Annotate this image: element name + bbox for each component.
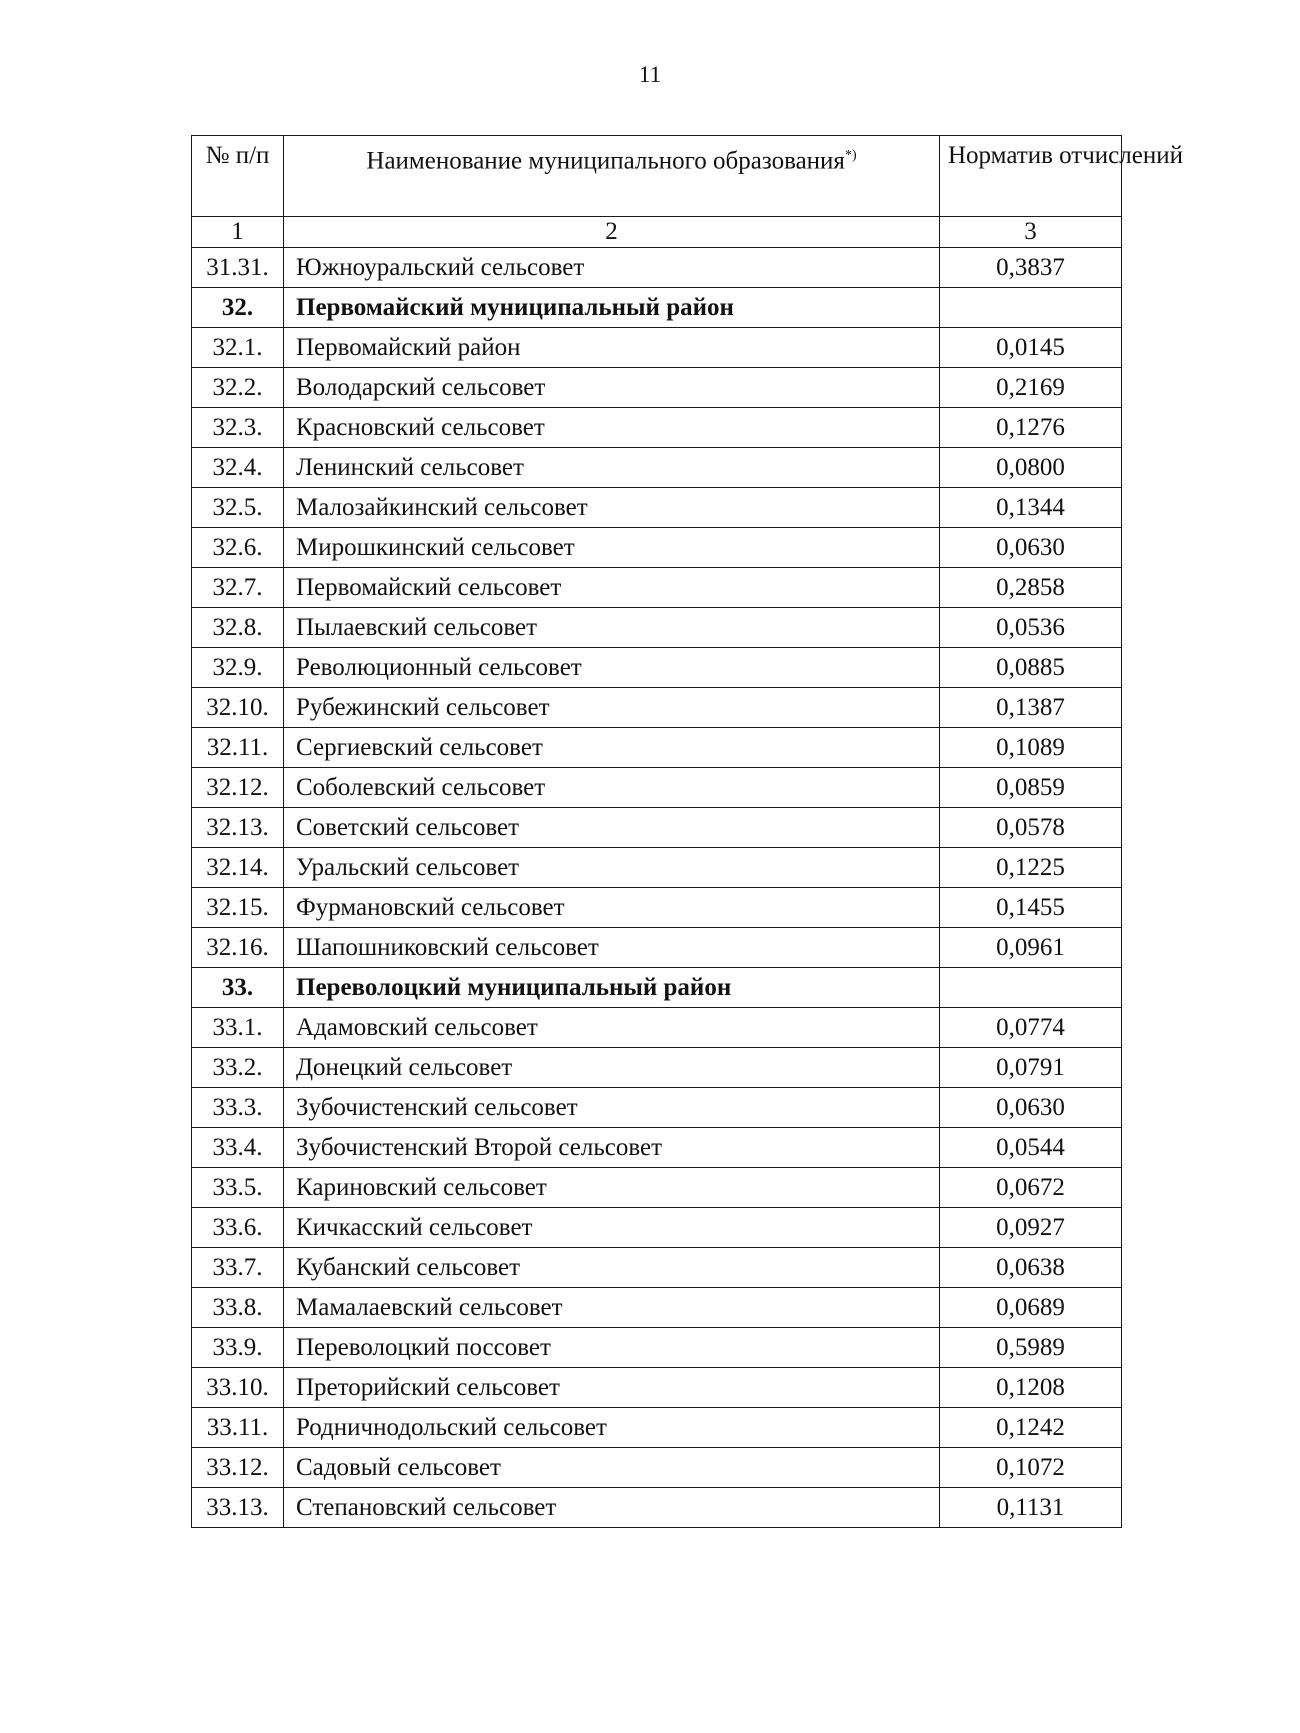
row-name: Южноуральский сельсовет: [284, 248, 940, 288]
row-name: Мамалаевский сельсовет: [284, 1288, 940, 1328]
row-name: Кичкасский сельсовет: [284, 1208, 940, 1248]
row-value: 0,1225: [940, 848, 1122, 888]
row-number: 32.11.: [192, 728, 284, 768]
row-name: Шапошниковский сельсовет: [284, 928, 940, 968]
table-row: [192, 1288, 1122, 1328]
row-value: 0,0859: [940, 768, 1122, 808]
row-number: 32.2.: [192, 368, 284, 408]
row-value: 0,0536: [940, 608, 1122, 648]
row-value: 0,0544: [940, 1128, 1122, 1168]
table-body: [192, 136, 1183, 1528]
row-name: Соболевский сельсовет: [284, 768, 940, 808]
row-number: 32.8.: [192, 608, 284, 648]
row-name: Переволоцкий поссовет: [284, 1328, 940, 1368]
table-row: [192, 1448, 1122, 1488]
table-row: [192, 248, 1122, 288]
row-value: 0,1131: [940, 1488, 1122, 1528]
row-name: Первомайский сельсовет: [284, 568, 940, 608]
column-number-2: 2: [284, 217, 940, 248]
table-row: [192, 688, 1122, 728]
table-row: [192, 608, 1122, 648]
row-number: 32.12.: [192, 768, 284, 808]
table-row: [192, 1368, 1122, 1408]
row-number: 33.7.: [192, 1248, 284, 1288]
row-name: Сергиевский сельсовет: [284, 728, 940, 768]
table-row: [192, 928, 1122, 968]
row-name: Первомайский муниципальный район: [284, 288, 940, 328]
row-name: Переволоцкий муниципальный район: [284, 968, 940, 1008]
row-name: Пылаевский сельсовет: [284, 608, 940, 648]
header-value-label: Норматив отчислений: [948, 142, 1183, 169]
table-row: [192, 728, 1122, 768]
header-value: [940, 136, 1183, 217]
row-value: 0,0578: [940, 808, 1122, 848]
column-number-3: 3: [940, 217, 1122, 248]
table-row: [192, 328, 1122, 368]
row-name: Рубежинский сельсовет: [284, 688, 940, 728]
row-value: 0,1344: [940, 488, 1122, 528]
table-row: [192, 648, 1122, 688]
header-name: [284, 136, 940, 217]
row-value: 0,2169: [940, 368, 1122, 408]
row-value: 0,1276: [940, 408, 1122, 448]
district-row: [192, 288, 1122, 328]
row-value: 0,0638: [940, 1248, 1122, 1288]
row-value: 0,1242: [940, 1408, 1122, 1448]
table-row: [192, 448, 1122, 488]
row-name: Зубочистенский сельсовет: [284, 1088, 940, 1128]
column-number-row: [192, 217, 1122, 248]
row-value: 0,1089: [940, 728, 1122, 768]
allocation-table: [191, 135, 1183, 1528]
row-number: 32.16.: [192, 928, 284, 968]
table-row: [192, 1408, 1122, 1448]
row-number: 33.5.: [192, 1168, 284, 1208]
table-row: [192, 528, 1122, 568]
row-value: 0,0927: [940, 1208, 1122, 1248]
row-value: 0,2858: [940, 568, 1122, 608]
table-row: [192, 488, 1122, 528]
row-value: 0,0791: [940, 1048, 1122, 1088]
row-value: 0,0145: [940, 328, 1122, 368]
row-value: 0,0800: [940, 448, 1122, 488]
row-number: 32.6.: [192, 528, 284, 568]
header-number-label: № п/п: [205, 142, 270, 169]
row-number: 32.5.: [192, 488, 284, 528]
table-row: [192, 888, 1122, 928]
table-row: [192, 848, 1122, 888]
row-number: 33.1.: [192, 1008, 284, 1048]
row-value: 0,0689: [940, 1288, 1122, 1328]
row-number: 32.1.: [192, 328, 284, 368]
row-name: Мирошкинский сельсовет: [284, 528, 940, 568]
row-value: 0,1387: [940, 688, 1122, 728]
row-number: 32.14.: [192, 848, 284, 888]
row-number: 32.13.: [192, 808, 284, 848]
row-name: Уральский сельсовет: [284, 848, 940, 888]
row-name: Фурмановский сельсовет: [284, 888, 940, 928]
row-number: 33.8.: [192, 1288, 284, 1328]
row-number: 33.9.: [192, 1328, 284, 1368]
page-number: 11: [638, 62, 662, 87]
row-name: Советский сельсовет: [284, 808, 940, 848]
row-value: 0,5989: [940, 1328, 1122, 1368]
row-number: 33.: [192, 968, 284, 1008]
row-value: [940, 288, 1122, 328]
table-row: [192, 1208, 1122, 1248]
row-name: Малозайкинский сельсовет: [284, 488, 940, 528]
row-name: Кариновский сельсовет: [284, 1168, 940, 1208]
row-value: 0,0961: [940, 928, 1122, 968]
table-row: [192, 1168, 1122, 1208]
row-number: 32.9.: [192, 648, 284, 688]
row-name: Красновский сельсовет: [284, 408, 940, 448]
header-number: [192, 136, 284, 217]
row-value: 0,0774: [940, 1008, 1122, 1048]
row-number: 32.10.: [192, 688, 284, 728]
header-name-label: Наименование муниципального образования: [366, 147, 845, 175]
row-number: 33.11.: [192, 1408, 284, 1448]
row-number: 33.12.: [192, 1448, 284, 1488]
table-row: [192, 1008, 1122, 1048]
row-value: [940, 968, 1122, 1008]
column-number-1: 1: [192, 217, 284, 248]
row-name: Кубанский сельсовет: [284, 1248, 940, 1288]
row-number: 33.4.: [192, 1128, 284, 1168]
row-value: 0,3837: [940, 248, 1122, 288]
row-number: 33.10.: [192, 1368, 284, 1408]
row-name: Степановский сельсовет: [284, 1488, 940, 1528]
row-name: Донецкий сельсовет: [284, 1048, 940, 1088]
table-row: [192, 808, 1122, 848]
row-name: Первомайский район: [284, 328, 940, 368]
table-row: [192, 768, 1122, 808]
row-name: Володарский сельсовет: [284, 368, 940, 408]
row-number: 33.6.: [192, 1208, 284, 1248]
row-name: Зубочистенский Второй сельсовет: [284, 1128, 940, 1168]
row-value: 0,1072: [940, 1448, 1122, 1488]
header-footnote-mark: *): [844, 148, 857, 163]
row-value: 0,1455: [940, 888, 1122, 928]
table-row: [192, 1488, 1122, 1528]
row-number: 33.2.: [192, 1048, 284, 1088]
row-number: 32.3.: [192, 408, 284, 448]
row-value: 0,0672: [940, 1168, 1122, 1208]
row-number: 33.3.: [192, 1088, 284, 1128]
row-name: Революционный сельсовет: [284, 648, 940, 688]
row-number: 32.7.: [192, 568, 284, 608]
table-row: [192, 1248, 1122, 1288]
row-value: 0,1208: [940, 1368, 1122, 1408]
table-row: [192, 368, 1122, 408]
row-name: Родничнодольский сельсовет: [284, 1408, 940, 1448]
row-number: 32.4.: [192, 448, 284, 488]
row-value: 0,0630: [940, 1088, 1122, 1128]
row-number: 33.13.: [192, 1488, 284, 1528]
table-row: [192, 1128, 1122, 1168]
row-number: 31.31.: [192, 248, 284, 288]
table-row: [192, 1328, 1122, 1368]
table-row: [192, 1048, 1122, 1088]
row-value: 0,0630: [940, 528, 1122, 568]
district-row: [192, 968, 1122, 1008]
table-row: [192, 1088, 1122, 1128]
row-name: Садовый сельсовет: [284, 1448, 940, 1488]
row-number: 32.15.: [192, 888, 284, 928]
table-row: [192, 408, 1122, 448]
table-header-row: [192, 136, 1122, 217]
row-number: 32.: [192, 288, 284, 328]
row-name: Преторийский сельсовет: [284, 1368, 940, 1408]
row-name: Ленинский сельсовет: [284, 448, 940, 488]
row-name: Адамовский сельсовет: [284, 1008, 940, 1048]
row-value: 0,0885: [940, 648, 1122, 688]
table-row: [192, 568, 1122, 608]
